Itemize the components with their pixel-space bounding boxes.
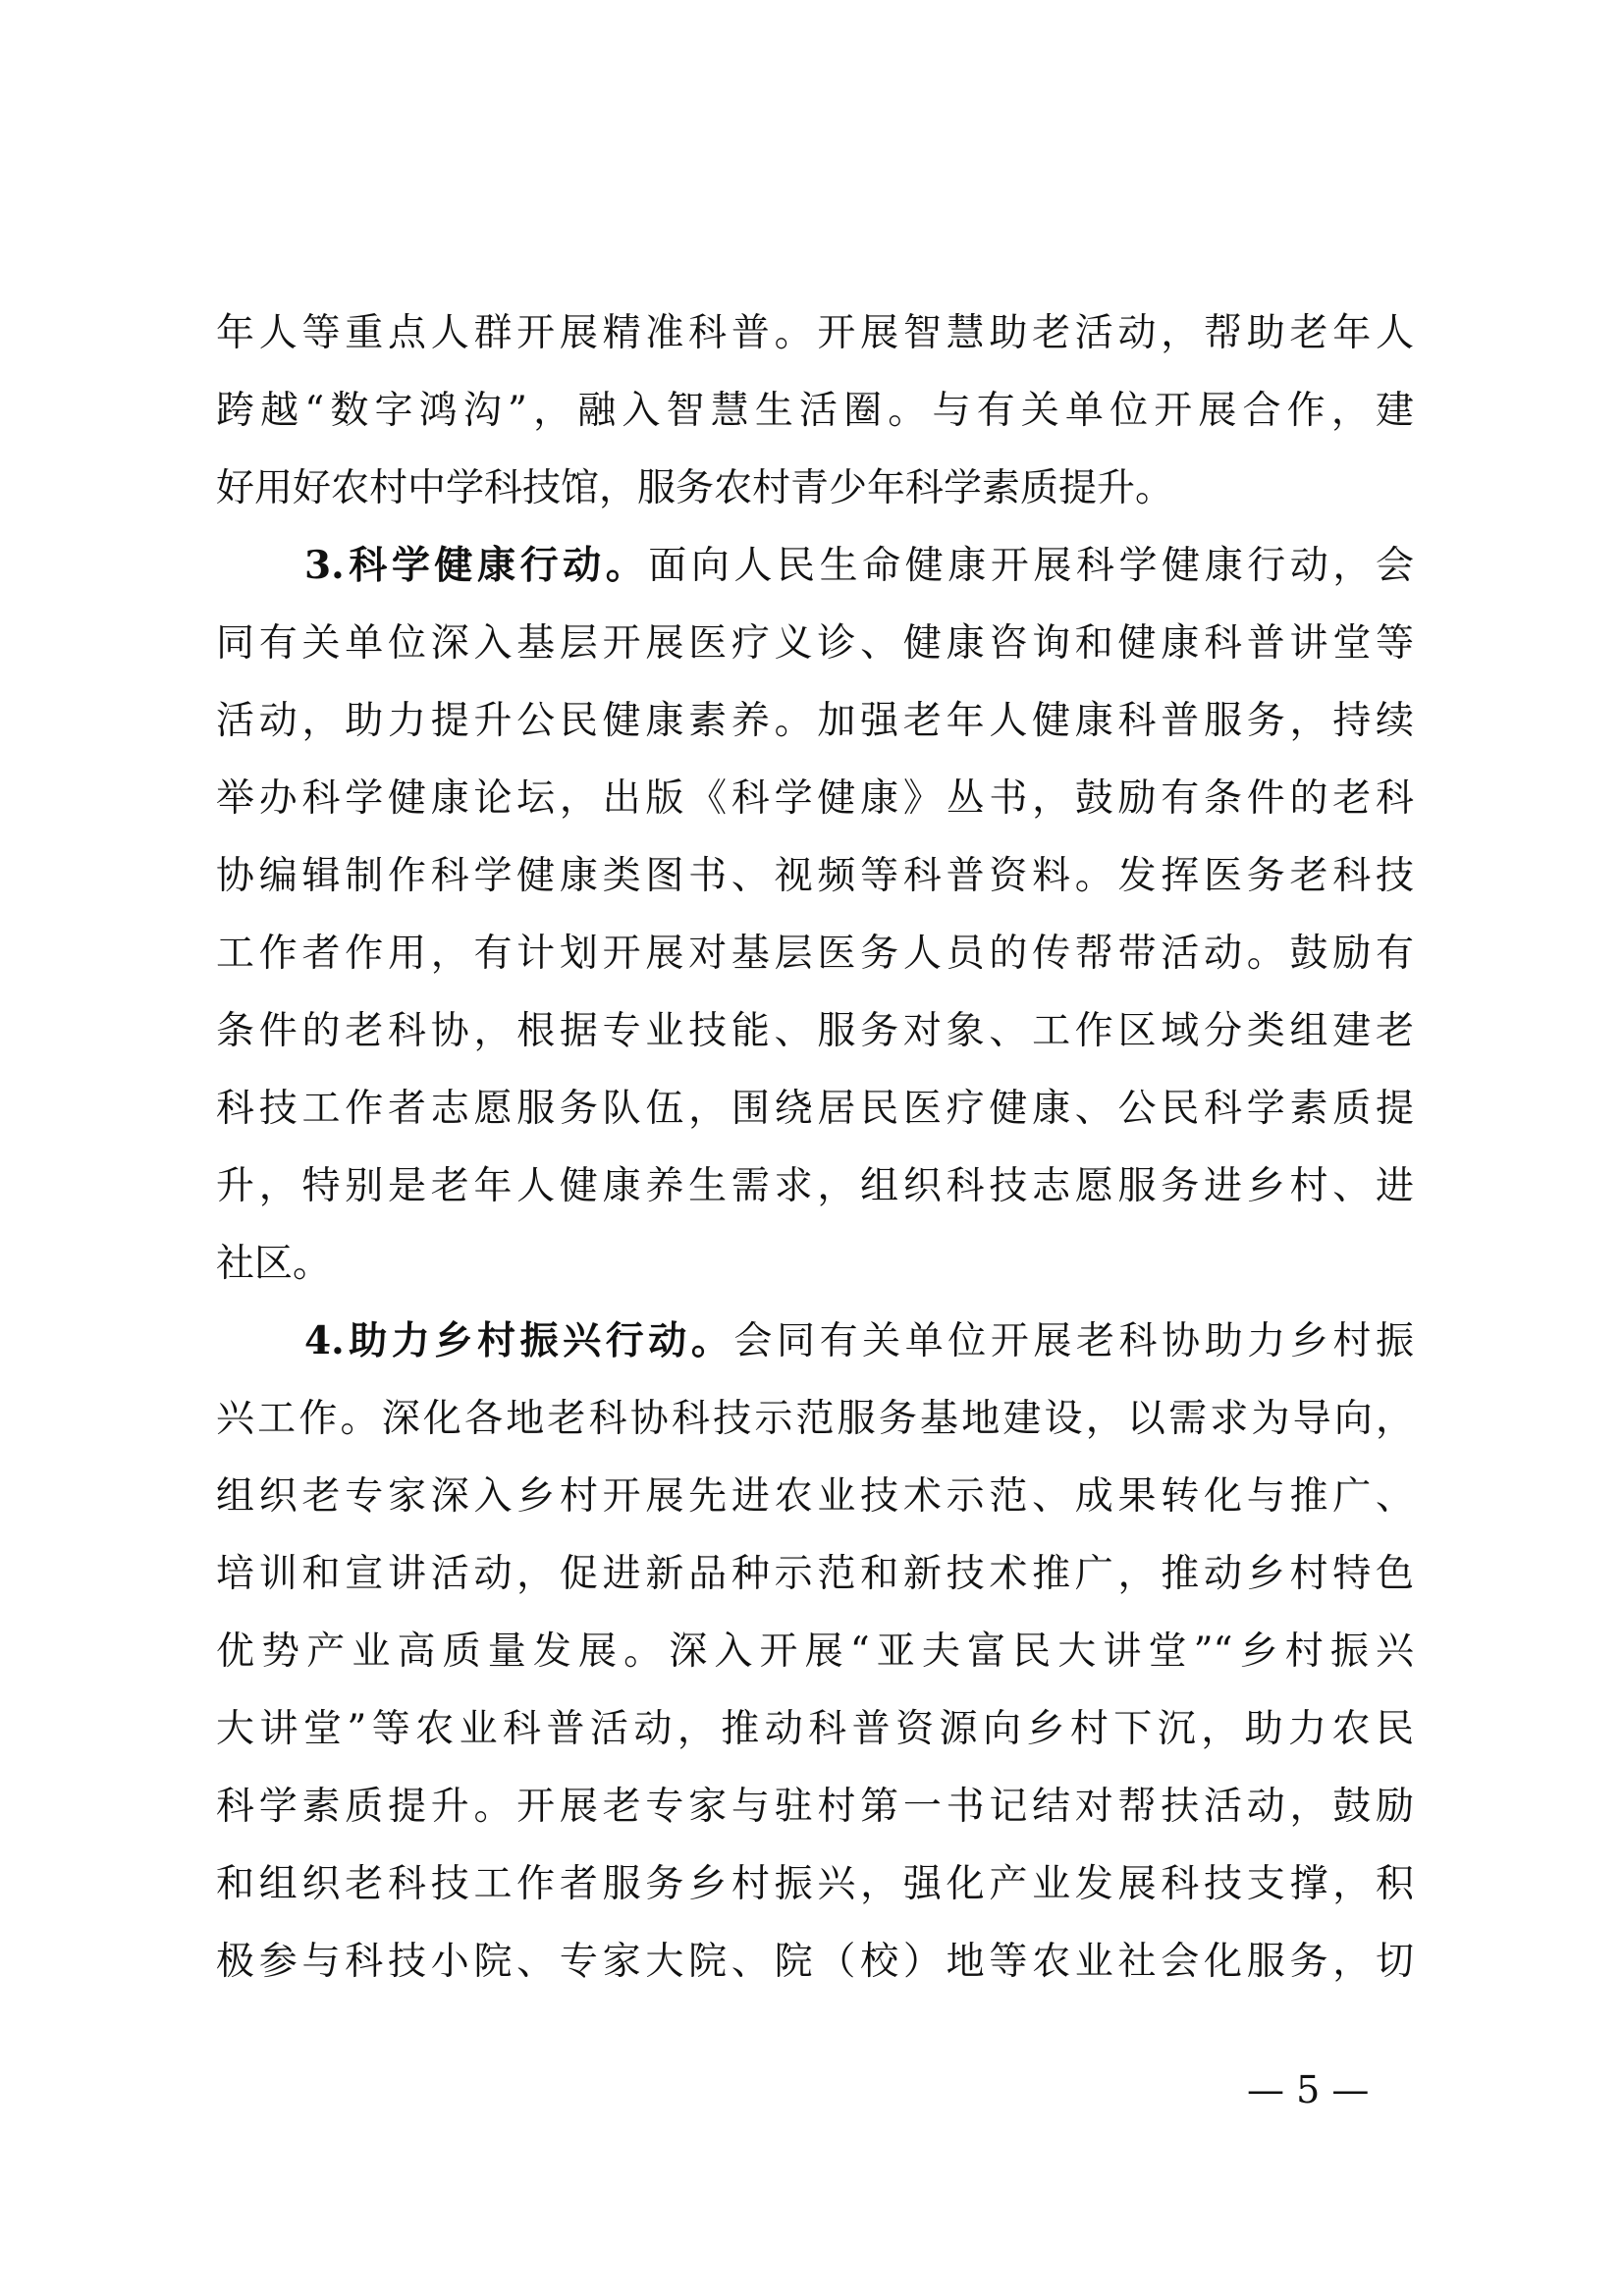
text-line: 兴工作。深化各地老科协科技示范服务基地建设，以需求为导向， xyxy=(216,1397,1414,1441)
text-line: 优势产业高质量发展。深入开展“亚夫富民大讲堂”“乡村振兴 xyxy=(216,1629,1414,1674)
text-line: 条件的老科协，根据专业技能、服务对象、工作区域分类组建老 xyxy=(216,1009,1414,1053)
text-line: 年人等重点人群开展精准科普。开展智慧助老活动，帮助老年人 xyxy=(216,311,1414,355)
text-line: 科技工作者志愿服务队伍，围绕居民医疗健康、公民科学素质提 xyxy=(216,1087,1414,1131)
text-line xyxy=(216,1303,1414,1380)
text-line: 同有关单位深入基层开展医疗义诊、健康咨询和健康科普讲堂等 xyxy=(216,621,1414,666)
paragraph-science-health-action xyxy=(216,527,1414,1303)
text-line: 活动，助力提升公民健康素养。加强老年人健康科普服务，持续 xyxy=(216,699,1414,743)
text-line: 培训和宣讲活动，促进新品种示范和新技术推广，推动乡村特色 xyxy=(216,1552,1414,1596)
section-heading: 4.助力乡村振兴行动。 xyxy=(304,1318,734,1363)
paragraph-continuation xyxy=(216,294,1414,527)
text-line: 和组织老科技工作者服务乡村振兴，强化产业发展科技支撑，积 xyxy=(216,1862,1414,1906)
heading-line-text: 会同有关单位开展老科协助力乡村振 xyxy=(733,1319,1414,1363)
text-line: 好用好农村中学科技馆，服务农村青少年科学素质提升。 xyxy=(216,466,1174,510)
text-line: 大讲堂”等农业科普活动，推动科普资源向乡村下沉，助力农民 xyxy=(216,1707,1414,1751)
heading-line-text: 面向人民生命健康开展科学健康行动，会 xyxy=(648,544,1414,588)
text-line: 极参与科技小院、专家大院、院（校）地等农业社会化服务，切 xyxy=(216,1940,1414,1984)
text-line: 社区。 xyxy=(216,1242,332,1286)
text-line: 举办科学健康论坛，出版《科学健康》丛书，鼓励有条件的老科 xyxy=(216,776,1414,821)
text-line: 工作者作用，有计划开展对基层医务人员的传帮带活动。鼓励有 xyxy=(216,932,1414,976)
page-number: — 5 — xyxy=(1247,2068,1370,2111)
section-heading: 3.科学健康行动。 xyxy=(304,543,649,588)
text-line: 跨越“数字鸿沟”，融入智慧生活圈。与有关单位开展合作，建 xyxy=(216,389,1414,433)
text-line: 科学素质提升。开展老专家与驻村第一书记结对帮扶活动，鼓励 xyxy=(216,1785,1414,1829)
paragraph-rural-revitalization-action xyxy=(216,1303,1414,2001)
text-line: 组织老专家深入乡村开展先进农业技术示范、成果转化与推广、 xyxy=(216,1474,1414,1519)
text-line: 升，特别是老年人健康养生需求，组织科技志愿服务进乡村、进 xyxy=(216,1164,1414,1208)
text-line xyxy=(216,527,1414,605)
text-line: 协编辑制作科学健康类图书、视频等科普资料。发挥医务老科技 xyxy=(216,854,1414,898)
document-body xyxy=(216,294,1414,2001)
